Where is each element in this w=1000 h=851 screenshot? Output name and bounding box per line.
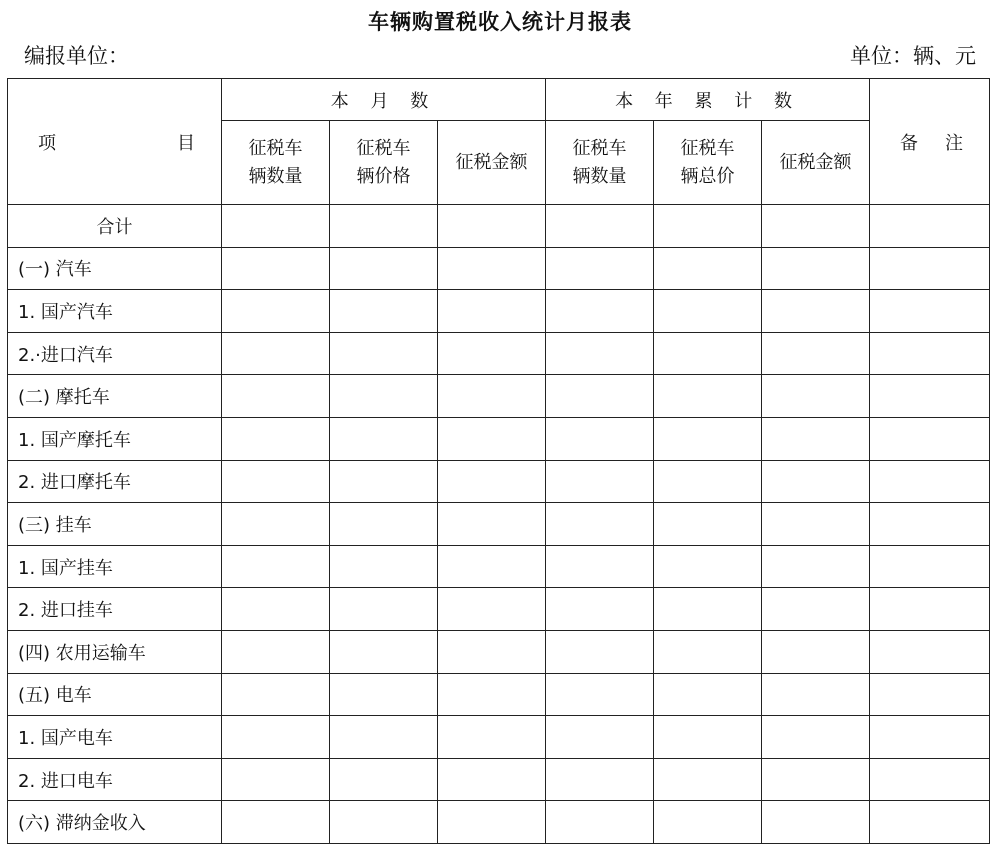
data-cell — [222, 630, 330, 673]
table-row — [8, 758, 990, 801]
col-month-price: 征税车 辆价格 — [330, 121, 438, 205]
data-cell — [330, 290, 438, 333]
data-cell — [546, 460, 654, 503]
data-cell — [330, 247, 438, 290]
data-cell — [222, 545, 330, 588]
data-cell — [438, 630, 546, 673]
data-cell — [438, 375, 546, 418]
header-row-groups — [8, 79, 990, 121]
data-cell — [762, 758, 870, 801]
data-cell — [870, 673, 990, 716]
remarks-header — [870, 79, 990, 205]
data-cell — [546, 205, 654, 248]
data-cell — [438, 588, 546, 631]
row-label: 2. 进口电车 — [8, 758, 222, 801]
data-cell — [330, 205, 438, 248]
data-cell — [762, 375, 870, 418]
item-header-char-1: 项 — [38, 132, 56, 154]
data-cell — [330, 417, 438, 460]
data-cell — [870, 588, 990, 631]
data-cell — [438, 716, 546, 759]
data-cell — [762, 503, 870, 546]
data-cell — [222, 801, 330, 844]
data-cell — [546, 417, 654, 460]
data-cell — [654, 290, 762, 333]
report-table — [7, 78, 990, 844]
table-row — [8, 332, 990, 375]
data-cell — [222, 375, 330, 418]
row-label: (六) 滞纳金收入 — [8, 801, 222, 844]
data-cell — [438, 503, 546, 546]
col-ytd-total-price: 征税车 辆总价 — [654, 121, 762, 205]
data-cell — [330, 588, 438, 631]
data-cell — [222, 417, 330, 460]
row-label-total: 合计 — [8, 205, 222, 248]
data-cell — [546, 332, 654, 375]
table-row — [8, 588, 990, 631]
remarks-header-char-2: 注 — [945, 132, 964, 154]
data-cell — [330, 630, 438, 673]
data-cell — [222, 460, 330, 503]
data-cell — [870, 247, 990, 290]
data-cell — [222, 290, 330, 333]
row-label: 1. 国产汽车 — [8, 290, 222, 333]
data-cell — [222, 503, 330, 546]
data-cell — [654, 673, 762, 716]
data-cell — [546, 290, 654, 333]
col-ytd-tax-amount: 征税金额 — [762, 121, 870, 205]
data-cell — [654, 247, 762, 290]
data-cell — [222, 716, 330, 759]
row-label: (五) 电车 — [8, 673, 222, 716]
data-cell — [330, 332, 438, 375]
data-cell — [870, 205, 990, 248]
data-cell — [222, 332, 330, 375]
data-cell — [330, 758, 438, 801]
data-cell — [546, 545, 654, 588]
row-label: (四) 农用运输车 — [8, 630, 222, 673]
data-cell — [870, 460, 990, 503]
table-row — [8, 375, 990, 418]
data-cell — [762, 460, 870, 503]
data-cell — [654, 460, 762, 503]
data-cell — [870, 375, 990, 418]
row-label: 1. 国产电车 — [8, 716, 222, 759]
data-cell — [870, 801, 990, 844]
data-cell — [654, 588, 762, 631]
data-cell — [762, 801, 870, 844]
data-cell — [654, 630, 762, 673]
data-cell — [438, 545, 546, 588]
data-cell — [762, 716, 870, 759]
data-cell — [330, 375, 438, 418]
data-cell — [870, 716, 990, 759]
data-cell — [330, 716, 438, 759]
data-cell — [438, 801, 546, 844]
data-cell — [762, 673, 870, 716]
data-cell — [438, 417, 546, 460]
data-cell — [762, 290, 870, 333]
data-cell — [546, 503, 654, 546]
data-cell — [762, 332, 870, 375]
data-cell — [654, 545, 762, 588]
data-cell — [438, 205, 546, 248]
data-cell — [222, 205, 330, 248]
data-cell — [870, 332, 990, 375]
table-row — [8, 417, 990, 460]
data-cell — [654, 758, 762, 801]
data-cell — [330, 460, 438, 503]
data-cell — [222, 673, 330, 716]
row-label: (三) 挂车 — [8, 503, 222, 546]
report-title: 车辆购置税收入统计月报表 — [368, 10, 632, 34]
unit-label: 单位：辆、元 — [850, 44, 976, 68]
row-label: 1. 国产摩托车 — [8, 417, 222, 460]
data-cell — [870, 417, 990, 460]
col-month-tax-amount: 征税金额 — [438, 121, 546, 205]
data-cell — [762, 417, 870, 460]
data-cell — [654, 332, 762, 375]
table-row — [8, 247, 990, 290]
data-cell — [330, 545, 438, 588]
data-cell — [762, 545, 870, 588]
table-row — [8, 673, 990, 716]
item-header — [8, 79, 222, 205]
data-cell — [654, 417, 762, 460]
data-cell — [870, 290, 990, 333]
data-cell — [654, 801, 762, 844]
data-cell — [762, 588, 870, 631]
group-ytd-header: 本 年 累 计 数 — [546, 79, 870, 121]
data-cell — [870, 545, 990, 588]
data-cell — [546, 588, 654, 631]
table-row — [8, 630, 990, 673]
table-row — [8, 290, 990, 333]
table-row — [8, 801, 990, 844]
data-cell — [438, 247, 546, 290]
data-cell — [870, 630, 990, 673]
data-cell — [546, 375, 654, 418]
data-cell — [870, 503, 990, 546]
data-cell — [330, 673, 438, 716]
data-cell — [870, 758, 990, 801]
data-cell — [330, 801, 438, 844]
data-cell — [222, 758, 330, 801]
data-cell — [654, 716, 762, 759]
data-cell — [546, 673, 654, 716]
table-row — [8, 545, 990, 588]
row-label: (二) 摩托车 — [8, 375, 222, 418]
col-ytd-quantity: 征税车 辆数量 — [546, 121, 654, 205]
data-cell — [654, 205, 762, 248]
table-row — [8, 460, 990, 503]
data-cell — [762, 247, 870, 290]
row-label: 2. 进口摩托车 — [8, 460, 222, 503]
data-cell — [438, 758, 546, 801]
data-cell — [546, 758, 654, 801]
group-this-month-header: 本 月 数 — [222, 79, 546, 121]
data-cell — [546, 801, 654, 844]
row-label: (一) 汽车 — [8, 247, 222, 290]
data-cell — [654, 375, 762, 418]
data-cell — [438, 460, 546, 503]
col-month-quantity: 征税车 辆数量 — [222, 121, 330, 205]
data-cell — [762, 205, 870, 248]
item-header-char-2: 目 — [177, 132, 195, 154]
data-cell — [546, 630, 654, 673]
data-cell — [438, 673, 546, 716]
data-cell — [654, 503, 762, 546]
reporting-unit-label: 编报单位： — [24, 44, 129, 68]
table-row — [8, 205, 990, 248]
data-cell — [438, 290, 546, 333]
data-cell — [546, 247, 654, 290]
table-row — [8, 716, 990, 759]
data-cell — [330, 503, 438, 546]
data-cell — [222, 247, 330, 290]
row-label: 2. 进口挂车 — [8, 588, 222, 631]
data-cell — [438, 332, 546, 375]
row-label: 2.·进口汽车 — [8, 332, 222, 375]
data-cell — [222, 588, 330, 631]
remarks-header-char-1: 备 — [900, 132, 919, 154]
data-cell — [546, 716, 654, 759]
row-label: 1. 国产挂车 — [8, 545, 222, 588]
data-cell — [762, 630, 870, 673]
table-row — [8, 503, 990, 546]
